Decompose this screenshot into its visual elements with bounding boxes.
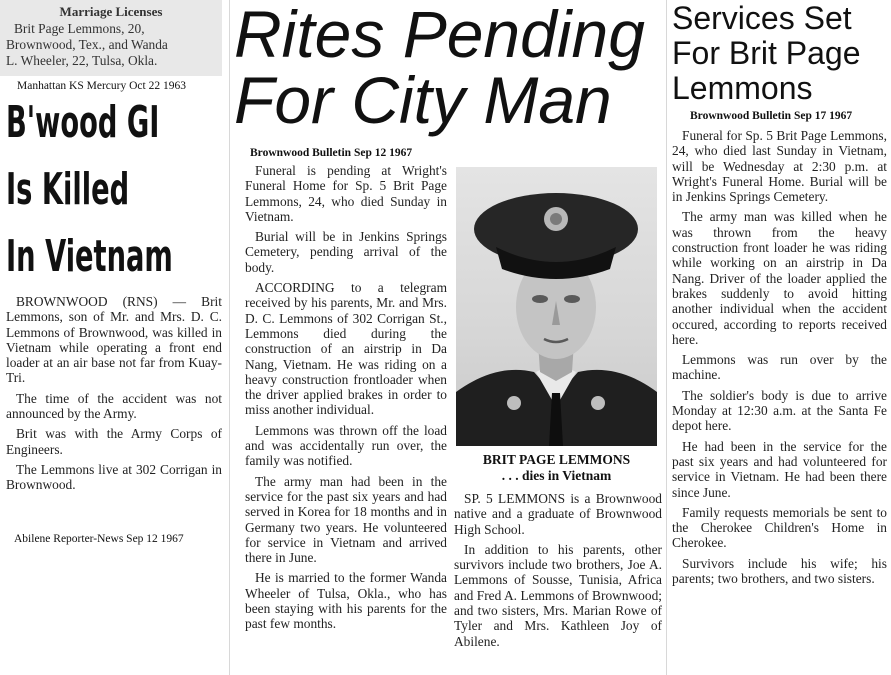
soldier-portrait-illustration: [456, 167, 657, 446]
bulletin-sep12-paragraph: The army man had been in the service for the past six years and had served in Korea for 18 months and in Germany two years. He volunteered for service in Vietnam and arrived there in June.: [245, 473, 447, 566]
abilene-headline-line-1: B'wood GI: [6, 97, 160, 148]
abilene-clipping: [0, 95, 226, 531]
bulletin-sep12-column-2: [454, 491, 662, 675]
soldier-portrait-photo: [456, 167, 657, 446]
bulletin-sep17-paragraph: Survivors include his wife; his parents; two brothers, and two sisters.: [672, 555, 887, 587]
abilene-paragraph: The Lemmons live at 302 Corrigan in Brownwood.: [6, 461, 222, 493]
column-divider: [229, 0, 230, 675]
bulletin-sep17-source-caption: Brownwood Bulletin Sep 17 1967: [690, 110, 853, 122]
marriage-heading: Marriage Licenses: [59, 4, 163, 19]
abilene-paragraph: The time of the accident was not announced by the Army.: [6, 390, 222, 422]
bulletin-sep17-article-body: [672, 128, 887, 675]
bulletin-sep12-paragraph: Burial will be in Jenkins Springs Cemetery, pending arrival of the body.: [245, 229, 447, 275]
bulletin-sep17-paragraph: The soldier's body is due to arrive Monday at 12:30 a.m. at the Santa Fe depot here.: [672, 387, 887, 434]
bulletin-sep17-paragraph: Family requests memorials be sent to the Cherokee Children's Home in Cherokee.: [672, 504, 887, 551]
abilene-headline-line-3: In Vietnam: [6, 231, 173, 282]
bulletin-sep12-paragraph: SP. 5 LEMMONS is a Brownwood native and a graduate of Brownwood High School.: [454, 491, 662, 537]
abilene-paragraph: BROWNWOOD (RNS) — Brit Lemmons, son of Mr. and Mrs. D. C. Lemmons of Brownwood, was killed in Vietnam while operating a front end loader at an air base not far from Kuay-Tri.: [6, 294, 222, 386]
abilene-headline-line-2: Is Killed: [6, 164, 130, 215]
bulletin-sep17-headline-line-3: Lemmons: [672, 70, 813, 106]
marriage-source-caption: Manhattan KS Mercury Oct 22 1963: [17, 80, 186, 92]
marriage-line-1: Brit Page Lemmons, 20,: [14, 21, 145, 36]
bulletin-sep12-paragraph: In addition to his parents, other survivors include two brothers, Joe A. Lemmons of Sousse, Tunisia, Africa and Fred A. Lemmons of Brownwood; and two sisters, Mrs. Marian Rowe of Tyler and Mrs. Kathleen Joy of Abilene.: [454, 541, 662, 649]
abilene-article-body: [6, 294, 222, 498]
bulletin-sep12-headline-line-2: For City Man: [234, 63, 612, 137]
bulletin-sep17-headline-line-2: For Brit Page: [672, 35, 861, 71]
photo-caption: [456, 452, 657, 484]
bulletin-sep12-headline-line-1: Rites Pending: [234, 0, 645, 71]
photo-caption-name: BRIT PAGE LEMMONS: [482, 452, 631, 467]
bulletin-sep12-column-1: [245, 163, 447, 675]
bulletin-sep17-headline-line-1: Services Set: [672, 0, 852, 36]
bulletin-sep12-paragraph: Lemmons was thrown off the load and was accidentally run over, the family was notified.: [245, 422, 447, 469]
bulletin-sep17-paragraph: He had been in the service for the past six years and had volunteered for service in Vietnam. He had been there since June.: [672, 438, 887, 500]
bulletin-sep17-paragraph: Funeral for Sp. 5 Brit Page Lemmons, 24, who died last Sunday in Vietnam, will be Wednesday at 2:30 p.m. at Wright's Funeral Home. Burial will be in Jenkins Springs Cemetery.: [672, 128, 887, 205]
photo-caption-subtitle: . . . dies in Vietnam: [501, 468, 612, 483]
abilene-paragraph: Brit was with the Army Corps of Engineers.: [6, 426, 222, 457]
marriage-license-clipping: [0, 0, 222, 76]
bulletin-sep17-paragraph: Lemmons was run over by the machine.: [672, 352, 887, 383]
bulletin-sep12-paragraph: Funeral is pending at Wright's Funeral Home for Sp. 5 Brit Page Lemmons, 24, who died Sunday in Vietnam.: [245, 163, 447, 224]
marriage-line-3: L. Wheeler, 22, Tulsa, Okla.: [6, 53, 158, 68]
abilene-source-caption: Abilene Reporter-News Sep 12 1967: [14, 533, 184, 545]
marriage-line-2: Brownwood, Tex., and Wanda: [6, 37, 168, 52]
bulletin-sep12-paragraph: He is married to the former Wanda Wheeler of Tulsa, Okla., who has been staying with his parents for the past few months.: [245, 570, 447, 632]
bulletin-sep17-paragraph: The army man was killed when he was thrown from the heavy construction front loader he was riding while working on an airstrip in Da Nang. Driver of the loader applied the brakes suddenly to avoid hitting another individual when the accident occured, according to reports received here.: [672, 209, 887, 347]
bulletin-sep12-paragraph: ACCORDING to a telegram received by his parents, Mr. and Mrs. D. C. Lemmons of 302 Corrigan St., Lemmons died during the construction of an airstrip in Da Nang, Vietnam. He was riding on a heavy construction frontloader when the driver applied brakes in order to miss another individual.: [245, 280, 447, 418]
bulletin-sep12-source-caption: Brownwood Bulletin Sep 12 1967: [250, 147, 413, 159]
column-divider: [666, 0, 667, 675]
